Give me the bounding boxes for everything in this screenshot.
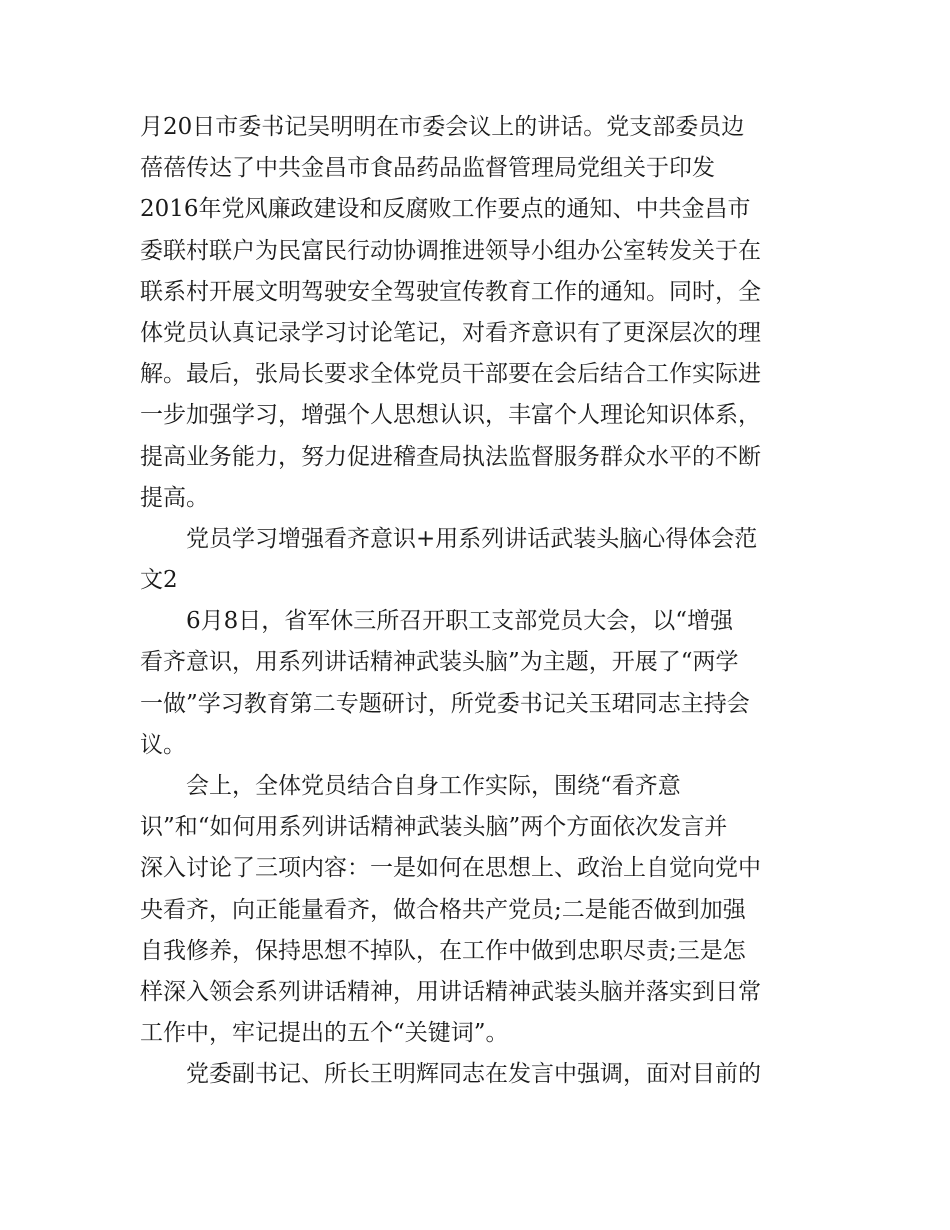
text-line: 联系村开展文明驾驶安全驾驶宣传教育工作的通知。同时，全 <box>140 278 761 305</box>
text-line: 样深入领会系列讲话精神，用讲话精神武装头脑并落实到日常 <box>140 978 761 1005</box>
text-line: 6月8日，省军休三所召开职工支部党员大会，以“增强 <box>186 608 734 635</box>
text-line: 识”和“如何用系列讲话精神武装头脑”两个方面依次发言并 <box>140 814 728 841</box>
text-line: 一做”学习教育第二专题研讨，所党委书记关玉珺同志主持会 <box>140 690 750 717</box>
text-line: 体党员认真记录学习讨论笔记，对看齐意识有了更深层次的理 <box>140 319 761 346</box>
text-line: 议。 <box>140 731 186 758</box>
document-body <box>140 107 830 1096</box>
text-line: 月20日市委书记吴明明在市委会议上的讲话。党支部委员边 <box>140 114 745 140</box>
text-line: 提高。 <box>140 484 209 511</box>
section-heading-line: 党员学习增强看齐意识+用系列讲话武装头脑心得体会范 <box>186 525 758 552</box>
text-line: 解。最后，张局长要求全体党员干部要在会后结合工作实际进 <box>140 361 761 388</box>
text-line: 蓓蓓传达了中共金昌市食品药品监督管理局党组关于印发 <box>140 155 715 182</box>
text-line: 一步加强学习，增强个人思想认识，丰富个人理论知识体系， <box>140 402 761 429</box>
text-line: 2016年党风廉政建设和反腐败工作要点的通知、中共金昌市 <box>140 196 751 223</box>
text-line: 委联村联户为民富民行动协调推进领导小组办公室转发关于在 <box>140 237 761 264</box>
text-line: 深入讨论了三项内容：一是如何在思想上、政治上自觉向党中 <box>140 855 761 882</box>
text-line: 提高业务能力，努力促进稽查局执法监督服务群众水平的不断 <box>140 443 761 470</box>
section-heading-line: 文2 <box>140 567 178 594</box>
text-line: 央看齐，向正能量看齐，做合格共产党员;二是能否做到加强 <box>140 896 746 923</box>
text-line: 党委副书记、所长王明辉同志在发言中强调，面对目前的 <box>186 1061 761 1088</box>
text-line: 看齐意识，用系列讲话精神武装头脑”为主题，开展了“两学 <box>140 649 739 676</box>
text-line: 工作中，牢记提出的五个“关键词”。 <box>140 1020 509 1047</box>
text-line: 会上，全体党员结合自身工作实际，围绕“看齐意 <box>186 773 681 799</box>
text-line: 自我修养，保持思想不掉队，在工作中做到忠职尽责;三是怎 <box>140 937 746 964</box>
